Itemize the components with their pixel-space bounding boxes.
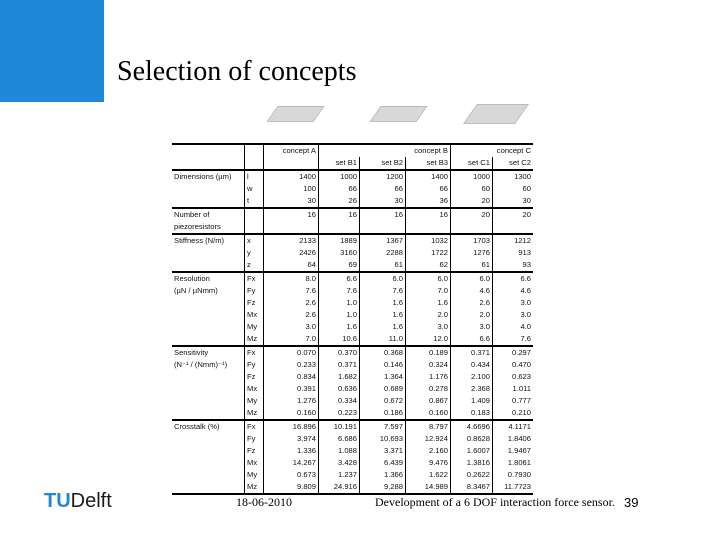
table-row <box>172 221 533 234</box>
cell-value: 4.0 <box>493 321 534 333</box>
row-sub-label: t <box>245 195 264 208</box>
cell-value: 0.183 <box>451 407 493 420</box>
cell-value: 10.693 <box>360 433 406 445</box>
cell-value: 6.6 <box>451 333 493 346</box>
row-sub-label: Mz <box>245 407 264 420</box>
row-sub-label: Fy <box>245 359 264 371</box>
cell-value: 0.673 <box>264 469 319 481</box>
cell-value: 1.6 <box>319 321 360 333</box>
cell-value: 2.368 <box>451 383 493 395</box>
cell-value: 1400 <box>406 170 451 183</box>
cell-value: 0.233 <box>264 359 319 371</box>
cell-value: 1889 <box>319 234 360 247</box>
cell-value: 24.916 <box>319 481 360 494</box>
cell-value: 0.689 <box>360 383 406 395</box>
row-sub-label: Mz <box>245 333 264 346</box>
cell-value: 2.0 <box>406 309 451 321</box>
row-sub-label: y <box>245 247 264 259</box>
cell-value: 1.364 <box>360 371 406 383</box>
concept-b-image <box>365 96 425 136</box>
table-row <box>172 445 533 457</box>
cell-value: 1000 <box>451 170 493 183</box>
cell-value: 1722 <box>406 247 451 259</box>
cell-value: 0.334 <box>319 395 360 407</box>
row-sub-label: x <box>245 234 264 247</box>
cell-value: 0.7930 <box>493 469 534 481</box>
concept-c-image <box>460 96 530 136</box>
table-row <box>172 420 533 433</box>
row-label <box>172 445 245 457</box>
cell-value: 7.0 <box>264 333 319 346</box>
cell-value: 6.0 <box>360 272 406 285</box>
cell-value: 1400 <box>264 170 319 183</box>
cell-value: 30 <box>360 195 406 208</box>
row-sub-label: Fy <box>245 285 264 297</box>
cell-value: 1276 <box>451 247 493 259</box>
cell-value: 11.0 <box>360 333 406 346</box>
row-sub-label: l <box>245 170 264 183</box>
row-sub-label: Fy <box>245 433 264 445</box>
cell-value: 1212 <box>493 234 534 247</box>
row-label: Dimensions (µm) <box>172 170 245 183</box>
table-row <box>172 383 533 395</box>
cell-value: 20 <box>493 208 534 221</box>
cell-value <box>493 221 534 234</box>
cell-value: 10.6 <box>319 333 360 346</box>
cell-value: 0.2622 <box>451 469 493 481</box>
cell-value: 30 <box>264 195 319 208</box>
cell-value: 2426 <box>264 247 319 259</box>
row-label <box>172 247 245 259</box>
cell-value: 1.366 <box>360 469 406 481</box>
cell-value <box>406 221 451 234</box>
cell-value: 1.176 <box>406 371 451 383</box>
cell-value: 9.288 <box>360 481 406 494</box>
row-label <box>172 309 245 321</box>
table-row <box>172 285 533 297</box>
table-row <box>172 395 533 407</box>
cell-value: 0.070 <box>264 346 319 359</box>
cell-value: 3.0 <box>406 321 451 333</box>
cell-value: 61 <box>360 259 406 272</box>
cell-value: 1.6 <box>406 297 451 309</box>
cell-value: 0.223 <box>319 407 360 420</box>
set-header: set B1 <box>319 157 360 170</box>
cell-value: 9.476 <box>406 457 451 469</box>
row-sub-label: Fz <box>245 371 264 383</box>
concepts-table <box>172 143 533 495</box>
cell-value: 2.0 <box>451 309 493 321</box>
cell-value: 12.0 <box>406 333 451 346</box>
cell-value: 100 <box>264 183 319 195</box>
cell-value: 0.210 <box>493 407 534 420</box>
cell-value: 30 <box>493 195 534 208</box>
slide-footer: Development of a 6 DOF interaction force sensor. <box>375 495 615 509</box>
cell-value: 1.622 <box>406 469 451 481</box>
cell-value: 16 <box>319 208 360 221</box>
cell-value: 0.470 <box>493 359 534 371</box>
cell-value: 1.6 <box>360 309 406 321</box>
cell-value: 20 <box>451 195 493 208</box>
cell-value: 0.371 <box>319 359 360 371</box>
cell-value: 1.8061 <box>493 457 534 469</box>
table-row <box>172 247 533 259</box>
cell-value: 3.974 <box>264 433 319 445</box>
cell-value: 60 <box>451 183 493 195</box>
row-label <box>172 395 245 407</box>
row-label <box>172 183 245 195</box>
row-sub-label: My <box>245 321 264 333</box>
slide-date: 18-06-2010 <box>236 495 292 509</box>
row-sub-label: w <box>245 183 264 195</box>
cell-value: 0.623 <box>493 371 534 383</box>
row-sub-label: z <box>245 259 264 272</box>
cell-value: 0.189 <box>406 346 451 359</box>
row-label: Crosstalk (%) <box>172 420 245 433</box>
cell-value: 0.186 <box>360 407 406 420</box>
group-header: concept A <box>264 144 319 157</box>
cell-value: 1.0 <box>319 309 360 321</box>
cell-value: 4.6 <box>493 285 534 297</box>
cell-value: 11.7723 <box>493 481 534 494</box>
cell-value: 0.867 <box>406 395 451 407</box>
cell-value: 26 <box>319 195 360 208</box>
table-row <box>172 457 533 469</box>
cell-value: 0.324 <box>406 359 451 371</box>
cell-value: 4.6696 <box>451 420 493 433</box>
table-row <box>172 407 533 420</box>
cell-value: 2288 <box>360 247 406 259</box>
row-sub-label: Mx <box>245 383 264 395</box>
cell-value: 0.636 <box>319 383 360 395</box>
row-label <box>172 383 245 395</box>
cell-value: 1.336 <box>264 445 319 457</box>
cell-value: 1.6007 <box>451 445 493 457</box>
cell-value: 6.6 <box>493 272 534 285</box>
row-label <box>172 407 245 420</box>
row-label: Sensitivity <box>172 346 245 359</box>
cell-value <box>319 221 360 234</box>
table-row <box>172 469 533 481</box>
cell-value <box>451 221 493 234</box>
row-label: piezoresistors <box>174 222 221 231</box>
table-row <box>172 170 533 183</box>
table-row <box>172 433 533 445</box>
cell-value: 2133 <box>264 234 319 247</box>
cell-value: 14.267 <box>264 457 319 469</box>
cell-value: 0.371 <box>451 346 493 359</box>
row-label: Stiffness (N/m) <box>172 234 245 247</box>
cell-value: 3.0 <box>264 321 319 333</box>
cell-value: 7.6 <box>319 285 360 297</box>
cell-value: 0.278 <box>406 383 451 395</box>
cell-value: 0.160 <box>264 407 319 420</box>
table-row <box>172 297 533 309</box>
cell-value: 3.0 <box>451 321 493 333</box>
row-label <box>172 333 245 346</box>
row-sub-label: Fz <box>245 445 264 457</box>
cell-value: 36 <box>406 195 451 208</box>
page-number: 39 <box>624 495 639 510</box>
table-row <box>172 359 533 371</box>
row-sub-label <box>245 208 264 221</box>
row-sub-label: Fx <box>245 272 264 285</box>
cell-value: 0.391 <box>264 383 319 395</box>
cell-value: 7.6 <box>360 285 406 297</box>
table-row <box>172 195 533 208</box>
cell-value: 61 <box>451 259 493 272</box>
concept-a-image <box>262 96 322 136</box>
cell-value: 0.777 <box>493 395 534 407</box>
cell-value: 7.597 <box>360 420 406 433</box>
cell-value: 20 <box>451 208 493 221</box>
row-label <box>172 457 245 469</box>
cell-value: 1.9467 <box>493 445 534 457</box>
cell-value: 14.989 <box>406 481 451 494</box>
cell-value: 1.3816 <box>451 457 493 469</box>
cell-value: 0.297 <box>493 346 534 359</box>
cell-value: 7.6 <box>264 285 319 297</box>
cell-value: 1.8406 <box>493 433 534 445</box>
cell-value: 60 <box>493 183 534 195</box>
table-row <box>172 234 533 247</box>
cell-value: 16 <box>406 208 451 221</box>
row-label: (µN / µNmm) <box>174 286 218 295</box>
cell-value: 62 <box>406 259 451 272</box>
row-label: Number of <box>172 208 245 221</box>
cell-value: 16.896 <box>264 420 319 433</box>
cell-value <box>264 221 319 234</box>
table-row <box>172 183 533 195</box>
row-sub-label: Fx <box>245 346 264 359</box>
cell-value: 1367 <box>360 234 406 247</box>
row-label <box>172 195 245 208</box>
cell-value <box>360 221 406 234</box>
cell-value: 0.834 <box>264 371 319 383</box>
table-row <box>172 371 533 383</box>
cell-value: 66 <box>319 183 360 195</box>
cell-value: 93 <box>493 259 534 272</box>
group-header: concept B <box>319 144 451 157</box>
table-row <box>172 259 533 272</box>
group-header: concept C <box>451 144 534 157</box>
cell-value: 1032 <box>406 234 451 247</box>
row-sub-label: Mx <box>245 457 264 469</box>
row-label <box>172 259 245 272</box>
cell-value: 3.428 <box>319 457 360 469</box>
cell-value: 1000 <box>319 170 360 183</box>
cell-value: 1.088 <box>319 445 360 457</box>
row-sub-label: Mz <box>245 481 264 494</box>
cell-value: 0.368 <box>360 346 406 359</box>
set-header: set B2 <box>360 157 406 170</box>
cell-value: 0.160 <box>406 407 451 420</box>
header-accent-bar <box>0 0 104 102</box>
cell-value: 3160 <box>319 247 360 259</box>
cell-value: 1.237 <box>319 469 360 481</box>
cell-value: 12.924 <box>406 433 451 445</box>
cell-value: 1.276 <box>264 395 319 407</box>
tudelft-logo: TUDelft <box>44 490 112 512</box>
cell-value: 3.0 <box>493 309 534 321</box>
row-sub-label: Mx <box>245 309 264 321</box>
row-sub-label <box>245 221 264 234</box>
cell-value: 0.434 <box>451 359 493 371</box>
cell-value: 2.100 <box>451 371 493 383</box>
table-row <box>172 333 533 346</box>
row-sub-label: Fz <box>245 297 264 309</box>
row-sub-label: Fx <box>245 420 264 433</box>
cell-value: 0.672 <box>360 395 406 407</box>
cell-value: 8.797 <box>406 420 451 433</box>
cell-value: 1200 <box>360 170 406 183</box>
cell-value: 913 <box>493 247 534 259</box>
row-sub-label: My <box>245 469 264 481</box>
table-row <box>172 309 533 321</box>
table-row <box>172 321 533 333</box>
cell-value: 4.1171 <box>493 420 534 433</box>
cell-value: 64 <box>264 259 319 272</box>
cell-value: 7.6 <box>493 333 534 346</box>
row-label <box>172 469 245 481</box>
row-label: Resolution <box>172 272 245 285</box>
cell-value: 69 <box>319 259 360 272</box>
cell-value: 2.160 <box>406 445 451 457</box>
row-label <box>172 433 245 445</box>
cell-value: 1703 <box>451 234 493 247</box>
row-label: (N⁻¹ / (Nmm)⁻¹) <box>174 360 228 369</box>
cell-value: 1.6 <box>360 321 406 333</box>
row-label <box>172 371 245 383</box>
set-header: set C1 <box>451 157 493 170</box>
table-row <box>172 208 533 221</box>
table-row <box>172 272 533 285</box>
cell-value: 6.0 <box>451 272 493 285</box>
cell-value: 66 <box>406 183 451 195</box>
cell-value: 4.6 <box>451 285 493 297</box>
cell-value: 1.011 <box>493 383 534 395</box>
cell-value: 3.371 <box>360 445 406 457</box>
cell-value: 1.682 <box>319 371 360 383</box>
table-row <box>172 346 533 359</box>
cell-value: 0.370 <box>319 346 360 359</box>
cell-value: 16 <box>264 208 319 221</box>
table-row <box>172 481 533 494</box>
cell-value: 6.439 <box>360 457 406 469</box>
cell-value: 6.6 <box>319 272 360 285</box>
cell-value: 3.0 <box>493 297 534 309</box>
row-label <box>172 297 245 309</box>
cell-value: 1.0 <box>319 297 360 309</box>
row-label <box>172 321 245 333</box>
cell-value: 16 <box>360 208 406 221</box>
cell-value: 66 <box>360 183 406 195</box>
slide-title: Selection of concepts <box>117 56 357 87</box>
cell-value: 0.146 <box>360 359 406 371</box>
cell-value: 1.6 <box>360 297 406 309</box>
cell-value: 1300 <box>493 170 534 183</box>
cell-value: 0.8628 <box>451 433 493 445</box>
cell-value: 1.409 <box>451 395 493 407</box>
cell-value: 8.3467 <box>451 481 493 494</box>
cell-value: 10.191 <box>319 420 360 433</box>
cell-value: 2.6 <box>264 309 319 321</box>
cell-value: 6.686 <box>319 433 360 445</box>
cell-value: 8.0 <box>264 272 319 285</box>
cell-value: 6.0 <box>406 272 451 285</box>
row-sub-label: My <box>245 395 264 407</box>
set-header: set B3 <box>406 157 451 170</box>
cell-value: 2.6 <box>451 297 493 309</box>
cell-value: 9.809 <box>264 481 319 494</box>
cell-value: 7.0 <box>406 285 451 297</box>
cell-value: 2.6 <box>264 297 319 309</box>
set-header: set C2 <box>493 157 534 170</box>
row-label <box>172 481 245 494</box>
